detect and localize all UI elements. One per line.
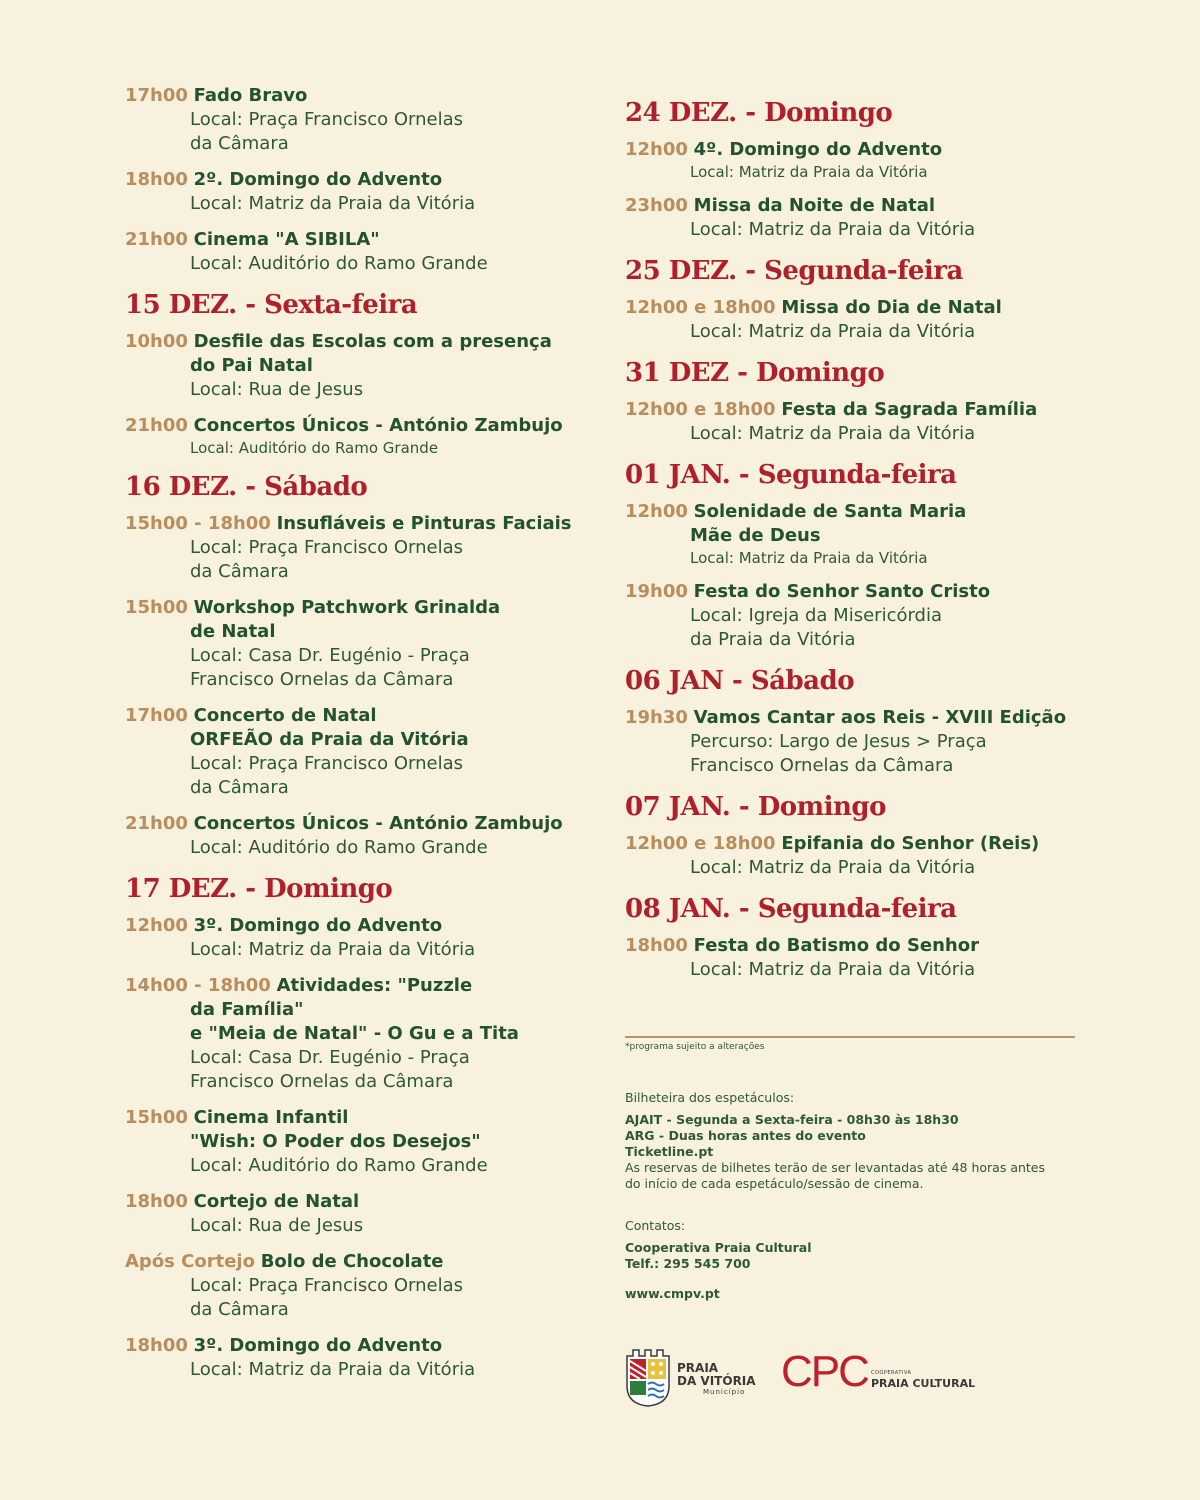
event-item	[125, 228, 585, 276]
event-time: 15h00 - 18h00	[125, 513, 271, 534]
event-item	[125, 414, 585, 458]
box-office-line: ARG - Duas horas antes do evento	[625, 1128, 866, 1143]
event-title-line	[625, 580, 1085, 604]
event-location: Local: Matriz da Praia da Vitória	[690, 423, 976, 444]
event-title: 4º. Domingo do Advento	[693, 139, 943, 160]
day-heading: 08 JAN. - Segunda-feira	[625, 894, 957, 924]
logos	[625, 1348, 1095, 1408]
day-heading: 17 DEZ. - Domingo	[125, 874, 393, 904]
event-time: 17h00	[125, 705, 188, 726]
event-time: 18h00	[125, 1335, 188, 1356]
event-time: 21h00	[125, 813, 188, 834]
event-time: 19h00	[625, 581, 688, 602]
event-item	[125, 812, 585, 860]
day-heading: 07 JAN. - Domingo	[625, 792, 886, 822]
cpc-letters: CPC	[781, 1347, 868, 1396]
event-item	[625, 706, 1085, 778]
event-location: Local: Matriz da Praia da Vitória	[690, 163, 928, 181]
event-time: 18h00	[625, 935, 688, 956]
event-title-line	[125, 330, 585, 354]
event-title-line	[125, 1250, 585, 1274]
event-title-line	[125, 914, 585, 938]
event-title: Workshop Patchwork Grinalda	[193, 597, 501, 618]
event-item	[625, 832, 1085, 880]
event-title-line	[125, 228, 585, 252]
event-time: 17h00	[125, 85, 188, 106]
event-title-line	[625, 934, 1085, 958]
cpc-name: PRAIA CULTURAL	[871, 1377, 976, 1390]
event-title: Concertos Únicos - António Zambujo	[193, 415, 563, 436]
event-title-line	[625, 706, 1085, 730]
municipality-name-line: PRAIA	[677, 1361, 719, 1375]
event-title: Festa do Batismo do Senhor	[693, 935, 979, 956]
event-item	[625, 580, 1085, 652]
event-title-line	[125, 168, 585, 192]
event-time: 18h00	[125, 169, 188, 190]
event-location: Local: Matriz da Praia da Vitória	[690, 857, 976, 878]
event-title-line	[125, 620, 585, 644]
cpc-coop-label: COOPERATIVA	[871, 1370, 912, 1376]
website-link[interactable]: www.cmpv.pt	[625, 1286, 720, 1301]
event-time: 21h00	[125, 415, 188, 436]
event-location: Local: Matriz da Praia da Vitória	[190, 939, 476, 960]
event-location: Francisco Ornelas da Câmara	[190, 1071, 454, 1092]
event-location: Local: Auditório do Ramo Grande	[190, 439, 439, 457]
event-location: Local: Rua de Jesus	[190, 379, 364, 400]
event-item	[125, 1190, 585, 1238]
event-title-line	[125, 974, 585, 998]
event-item	[625, 194, 1085, 242]
right-schedule-column	[625, 84, 1085, 994]
contact-org: Cooperativa Praia Cultural	[625, 1240, 812, 1255]
event-title: Atividades: "Puzzle	[276, 975, 473, 996]
event-title-line	[125, 596, 585, 620]
event-title-line	[125, 998, 585, 1022]
event-title-line	[125, 1022, 585, 1046]
event-item	[625, 500, 1085, 568]
event-location: Local: Auditório do Ramo Grande	[190, 1155, 488, 1176]
event-title-line	[625, 138, 1085, 162]
event-item	[125, 974, 585, 1094]
event-location: Francisco Ornelas da Câmara	[690, 755, 954, 776]
event-time: 12h00	[625, 139, 688, 160]
event-location: Local: Matriz da Praia da Vitória	[690, 549, 928, 567]
event-title: Festa do Senhor Santo Cristo	[693, 581, 991, 602]
event-title-line	[125, 1190, 585, 1214]
day-heading: 15 DEZ. - Sexta-feira	[125, 290, 418, 320]
event-location: Local: Praça Francisco Ornelas	[190, 753, 463, 774]
event-title: 3º. Domingo do Advento	[193, 915, 443, 936]
event-title: Bolo de Chocolate	[260, 1251, 444, 1272]
event-title: de Natal	[190, 621, 276, 642]
event-location: Local: Casa Dr. Eugénio - Praça	[190, 1047, 470, 1068]
event-item	[625, 398, 1085, 446]
event-time: 15h00	[125, 1107, 188, 1128]
event-location: da Câmara	[190, 1299, 289, 1320]
event-item	[625, 296, 1085, 344]
event-title: Cortejo de Natal	[193, 1191, 360, 1212]
event-title: 2º. Domingo do Advento	[193, 169, 443, 190]
event-item	[125, 914, 585, 962]
municipality-crest-icon	[625, 1348, 671, 1408]
event-title: Fado Bravo	[193, 85, 308, 106]
event-time: Após Cortejo	[125, 1251, 255, 1272]
event-item	[125, 596, 585, 692]
event-location: Local: Auditório do Ramo Grande	[190, 837, 488, 858]
event-title: Cinema Infantil	[193, 1107, 349, 1128]
event-location: Local: Matriz da Praia da Vitória	[690, 219, 976, 240]
day-heading: 24 DEZ. - Domingo	[625, 98, 893, 128]
event-location: Local: Praça Francisco Ornelas	[190, 1275, 463, 1296]
ticket-info	[625, 1090, 1095, 1302]
box-office-title: Bilheteira dos espetáculos:	[625, 1090, 795, 1105]
event-title-line	[125, 1106, 585, 1130]
event-title: Vamos Cantar aos Reis - XVIII Edição	[693, 707, 1067, 728]
event-title: Epifania do Senhor (Reis)	[781, 833, 1040, 854]
contacts-title: Contatos:	[625, 1218, 686, 1233]
event-title-line	[625, 832, 1085, 856]
municipality-name	[677, 1362, 756, 1396]
event-location: Local: Auditório do Ramo Grande	[190, 253, 488, 274]
event-title-line	[125, 704, 585, 728]
event-title: da Família"	[190, 999, 304, 1020]
event-location: Local: Praça Francisco Ornelas	[190, 109, 463, 130]
event-location: Local: Matriz da Praia da Vitória	[690, 321, 976, 342]
event-item	[625, 138, 1085, 182]
event-title-line	[125, 1334, 585, 1358]
day-heading: 06 JAN - Sábado	[625, 666, 855, 696]
event-location: Local: Matriz da Praia da Vitória	[190, 1359, 476, 1380]
program-note: *programa sujeito a alterações	[625, 1042, 765, 1052]
event-location: Francisco Ornelas da Câmara	[190, 669, 454, 690]
municipality-subtitle: Município	[703, 1388, 746, 1396]
event-location: Local: Matriz da Praia da Vitória	[690, 959, 976, 980]
event-title-line	[125, 728, 585, 752]
cpc-logo	[781, 1347, 976, 1396]
event-time: 14h00 - 18h00	[125, 975, 271, 996]
event-title: e "Meia de Natal" - O Gu e a Tita	[190, 1023, 519, 1044]
event-time: 12h00 e 18h00	[625, 833, 776, 854]
event-title: do Pai Natal	[190, 355, 313, 376]
event-location: Local: Rua de Jesus	[190, 1215, 364, 1236]
event-time: 12h00	[625, 501, 688, 522]
event-time: 19h30	[625, 707, 688, 728]
event-title: Festa da Sagrada Família	[781, 399, 1038, 420]
day-heading: 16 DEZ. - Sábado	[125, 472, 368, 502]
event-title: Concerto de Natal	[193, 705, 377, 726]
municipality-logo	[625, 1348, 756, 1412]
event-title-line	[625, 500, 1085, 524]
event-item	[125, 1334, 585, 1382]
event-time: 23h00	[625, 195, 688, 216]
event-title: Concertos Únicos - António Zambujo	[193, 813, 563, 834]
divider-line	[625, 1036, 1075, 1038]
event-item	[125, 330, 585, 402]
event-time: 10h00	[125, 331, 188, 352]
event-location: Local: Casa Dr. Eugénio - Praça	[190, 645, 470, 666]
event-title-line	[125, 414, 585, 438]
event-item	[125, 1106, 585, 1178]
box-office-line: AJAIT - Segunda a Sexta-feira - 08h30 às 18h30	[625, 1112, 959, 1127]
event-title-line	[125, 512, 585, 536]
left-schedule-column	[125, 84, 585, 1394]
event-item	[625, 934, 1085, 982]
contact-phone: Telf.: 295 545 700	[625, 1256, 751, 1271]
municipality-name-line: DA VITÓRIA	[677, 1374, 756, 1388]
event-time: 12h00	[125, 915, 188, 936]
event-location: da Câmara	[190, 777, 289, 798]
event-location: Local: Praça Francisco Ornelas	[190, 537, 463, 558]
event-title: Insufláveis e Pinturas Faciais	[276, 513, 572, 534]
event-time: 12h00 e 18h00	[625, 297, 776, 318]
event-item	[125, 84, 585, 156]
event-title: 3º. Domingo do Advento	[193, 1335, 443, 1356]
day-heading: 25 DEZ. - Segunda-feira	[625, 256, 963, 286]
reservation-text: do início de cada espetáculo/sessão de cinema.	[625, 1176, 924, 1191]
event-title-line	[625, 194, 1085, 218]
event-location: da Câmara	[190, 133, 289, 154]
event-location: da Câmara	[190, 561, 289, 582]
event-title-line	[125, 84, 585, 108]
day-heading: 01 JAN. - Segunda-feira	[625, 460, 957, 490]
event-title: Solenidade de Santa Maria	[693, 501, 967, 522]
event-time: 12h00 e 18h00	[625, 399, 776, 420]
day-heading: 31 DEZ - Domingo	[625, 358, 885, 388]
event-title: Mãe de Deus	[690, 525, 821, 546]
event-item	[125, 704, 585, 800]
event-title-line	[625, 296, 1085, 320]
event-title-line	[625, 524, 1085, 548]
event-title: Missa da Noite de Natal	[693, 195, 936, 216]
event-title: "Wish: O Poder dos Desejos"	[190, 1131, 481, 1152]
event-title: ORFEÃO da Praia da Vitória	[190, 729, 469, 750]
event-title: Cinema "A SIBILA"	[193, 229, 380, 250]
event-item	[125, 512, 585, 584]
event-title: Missa do Dia de Natal	[781, 297, 1002, 318]
event-location: Local: Igreja da Misericórdia	[690, 605, 943, 626]
event-item	[125, 168, 585, 216]
event-title-line	[625, 398, 1085, 422]
event-time: 18h00	[125, 1191, 188, 1212]
reservation-text: As reservas de bilhetes terão de ser levantadas até 48 horas antes	[625, 1160, 1046, 1175]
event-time: 21h00	[125, 229, 188, 250]
event-title-line	[125, 812, 585, 836]
event-title: Desfile das Escolas com a presença	[193, 331, 552, 352]
event-item	[125, 1250, 585, 1322]
ticketline-link[interactable]: Ticketline.pt	[625, 1144, 714, 1159]
event-location: Percurso: Largo de Jesus > Praça	[690, 731, 987, 752]
event-time: 15h00	[125, 597, 188, 618]
event-title-line	[125, 354, 585, 378]
event-location: Local: Matriz da Praia da Vitória	[190, 193, 476, 214]
event-location: da Praia da Vitória	[690, 629, 856, 650]
event-title-line	[125, 1130, 585, 1154]
